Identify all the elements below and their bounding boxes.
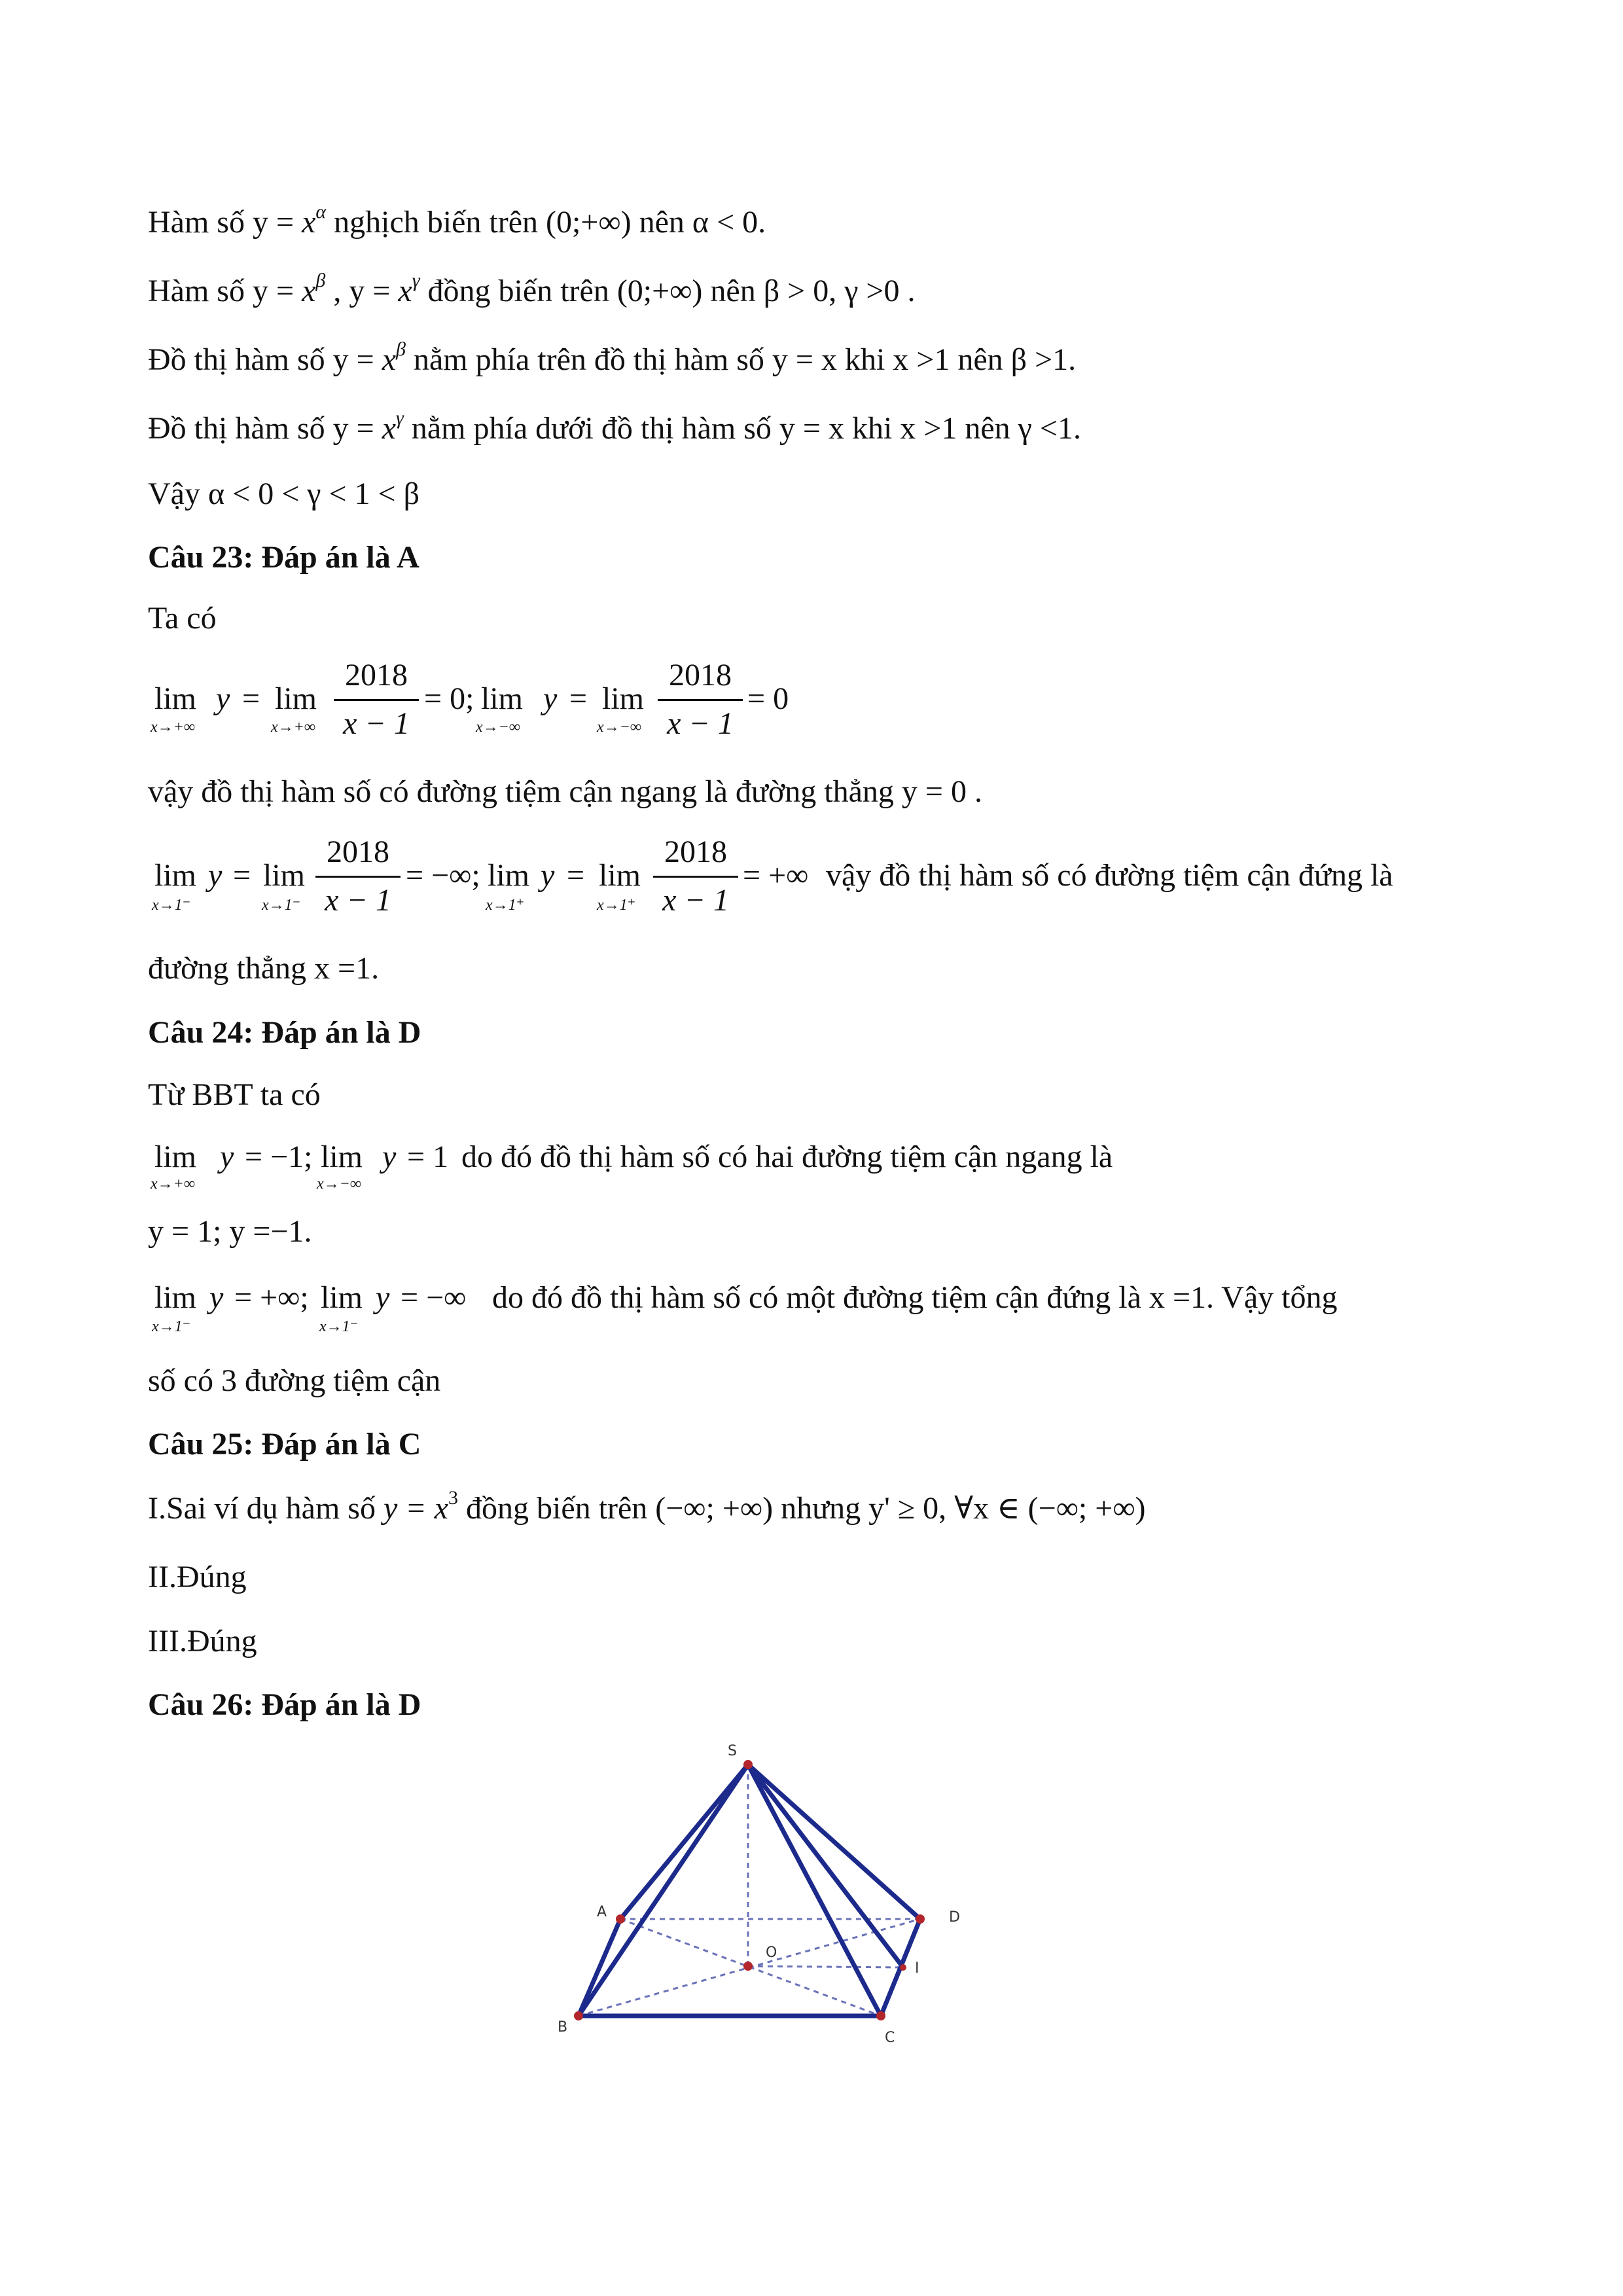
ta-co-text: Ta có xyxy=(148,601,217,636)
text-line-10: số có 3 đường tiệm cận xyxy=(148,1363,441,1398)
label-C: C xyxy=(885,2030,895,2046)
question-25-heading: Câu 25: Đáp án là C xyxy=(148,1427,421,1462)
edge-SD xyxy=(748,1765,920,1919)
text-line-13: III.Đúng xyxy=(148,1624,257,1659)
pyramid-figure xyxy=(537,1741,995,2081)
label-I: I xyxy=(915,1960,919,1977)
label-B: B xyxy=(558,2019,568,2036)
vertex-C xyxy=(876,2011,885,2020)
vertex-O xyxy=(743,1962,753,1971)
label-S: S xyxy=(728,1743,737,1759)
edge-SA xyxy=(620,1765,748,1919)
edge-SC xyxy=(748,1765,881,2016)
text-line-8: Từ BBT ta có xyxy=(148,1077,321,1112)
conclusion-line: Vậy α < 0 < γ < 1 < β xyxy=(148,476,420,511)
vertex-D xyxy=(916,1914,925,1924)
text-line-3: Đồ thị hàm số $y = x^\beta$ nằm phía trên đồ thị hàm số y = x khi x >1 nên β >1. xyxy=(148,338,1077,377)
question-24-heading: Câu 24: Đáp án là D xyxy=(148,1015,421,1050)
text-line-4: Đồ thị hàm số $y = x^\gamma$ nằm phía dưới đồ thị hàm số y = x khi x >1 nên γ <1. xyxy=(148,407,1081,446)
text-line-1: Hàm số $y = x^\alpha$ nghịch biến trên (0;+∞) nên α < 0. xyxy=(148,201,766,240)
vertex-I xyxy=(900,1964,906,1971)
text-line-2: Hàm số $y = x^\beta$ , $y = x^\gamma$ đồng biến trên (0;+∞) nên β > 0, γ >0 . xyxy=(148,270,916,308)
vertex-A xyxy=(616,1914,625,1924)
question-26-heading: Câu 26: Đáp án là D xyxy=(148,1687,421,1722)
edge-OI xyxy=(748,1966,903,1967)
label-D: D xyxy=(949,1909,960,1926)
text-line-11: I.Sai ví dụ hàm số $y = x^3$ đồng biến trên (−∞; +∞) nhưng y' ≥ 0, ∀x ∈ (−∞; +∞) xyxy=(148,1487,1146,1526)
vertex-B xyxy=(574,2011,583,2020)
edge-SI xyxy=(748,1765,903,1967)
text-line-9: y = 1; y =−1. xyxy=(148,1214,312,1249)
text-line-6: vậy đồ thị hàm số có đường tiệm cận ngang là đường thẳng y = 0 . xyxy=(148,774,982,809)
label-O: O xyxy=(766,1945,777,1961)
label-A: A xyxy=(597,1904,607,1920)
edge-SB xyxy=(579,1765,748,2016)
question-23-heading: Câu 23: Đáp án là A xyxy=(148,540,419,575)
vertex-S xyxy=(743,1760,753,1769)
edge-AB xyxy=(579,1919,620,2016)
text-line-7: đường thẳng x =1. xyxy=(148,951,380,986)
text-line-12: II.Đúng xyxy=(148,1560,247,1594)
